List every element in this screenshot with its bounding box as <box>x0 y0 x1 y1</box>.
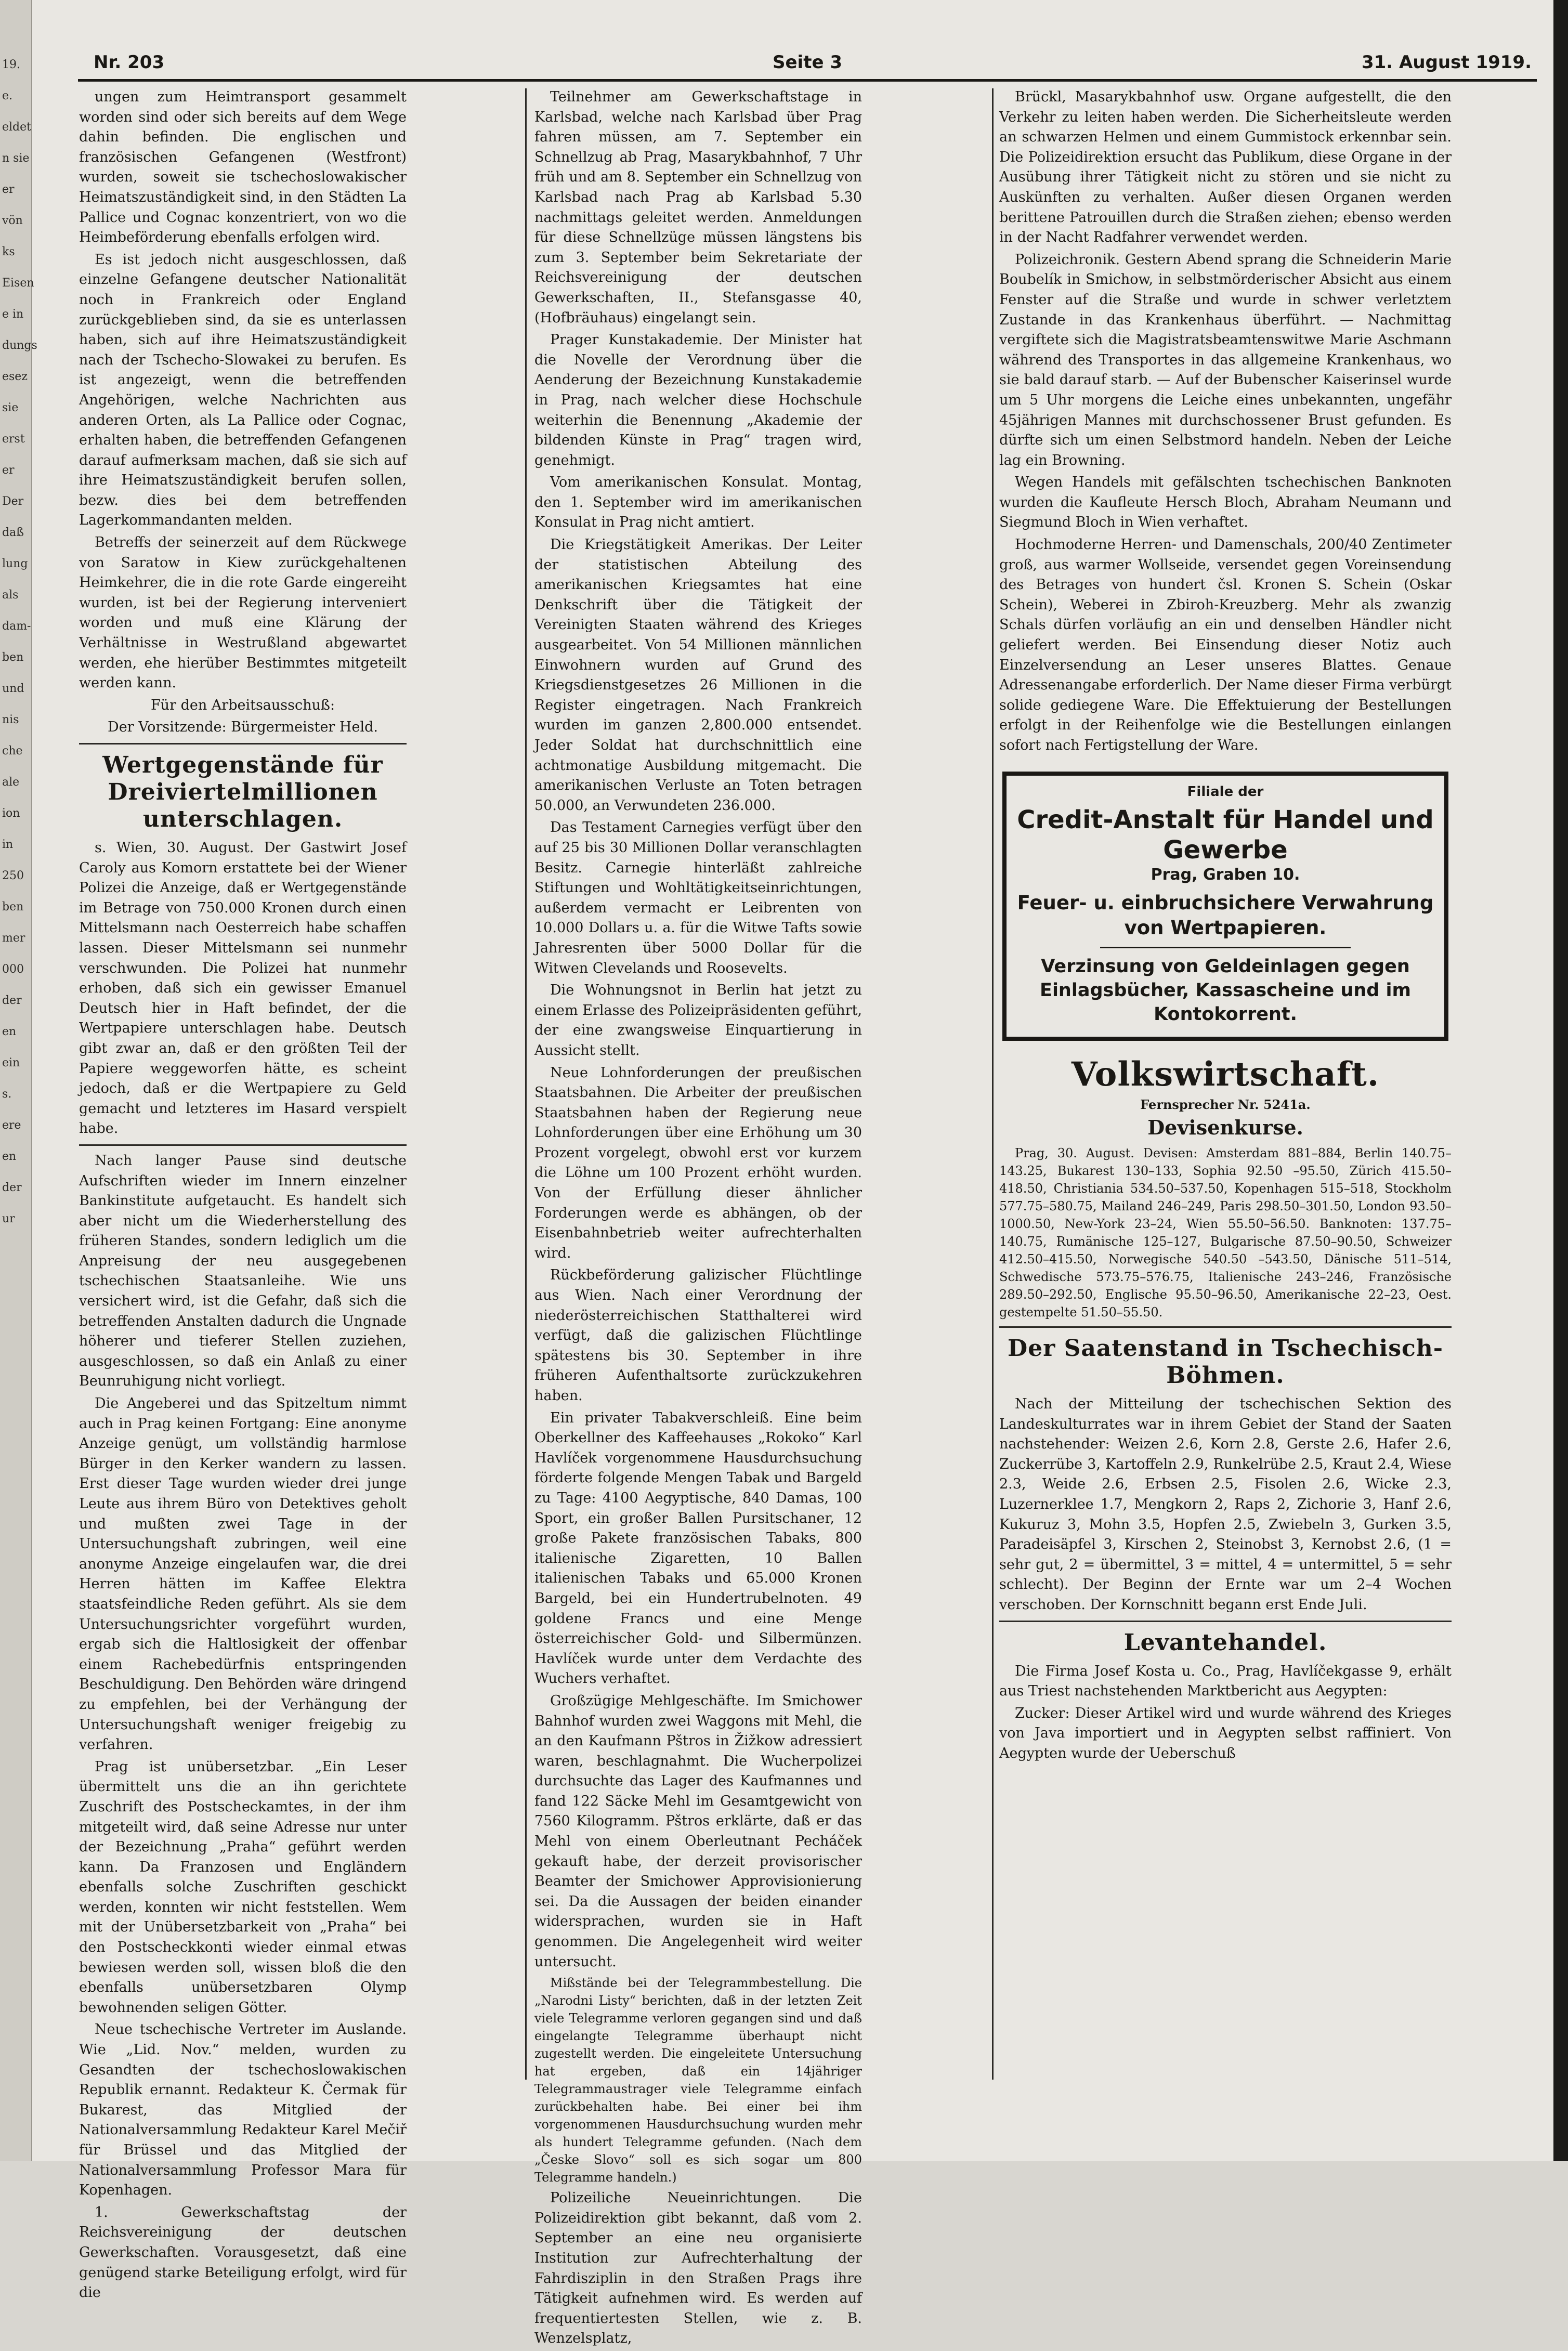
ad-filiale: Filiale der <box>1187 783 1264 800</box>
article-paragraph: Brückl, Masarykbahnhof usw. Organe aufgestellt, die den Verkehr zu leiten haben werden. Die Sicherheitsleute werden an schwarzen Helmen und einem Gummistock erkennbar sein. Die Polizeidirektion ersucht das Publikum, diese Organe in der Ausübung ihrer Tätigkeit nicht zu stören und sie nicht zu Auskünften zu verhalten. Außer diesen Organen werden berittene Patrouillen durch die Straßen ziehen; ebenso werden in der Nacht Radfahrer verwendet werden. <box>999 89 1452 246</box>
article-paragraph: Großzügige Mehlgeschäfte. Im Smichower Bahnhof wurden zwei Waggons mit Mehl, die an den Kaufmann Pštros in Žižkow adressiert waren, beschlagnahmt. Die Wucherpolizei durchsuchte das Lager des Kaufmannes und fand 122 Säcke Mehl im Gesamtgewicht von 7560 Kilogramm. Pštros erklärte, daß er das Mehl von einem Oberleutnant Pecháček gekauft habe, der derzeit provisorischer Beamter der Smichower Approvisionierung sei. Da die Aussagen der beiden einander widersprachen, wurden sie in Haft genommen. Die Angelegenheit wird weiter untersucht. <box>534 1692 862 1970</box>
exchange-rates: Prag, 30. August. Devisen: Amsterdam 881–884, Berlin 140.75–143.25, Bukarest 130–133, Sophia 92.50 –95.50, Zürich 415.50–418.50, Christiania 534.50–537.50, Kopenhagen 515–518, Stockholm 577.75–580.75, Mailand 246–249, Paris 298.50–301.50, London 93.50–1000.50, New-York 23–24, Wien 55.50–56.50. Banknoten: 137.75–140.75, Rumänische 125–127, Bulgarische 87.50–90.50, Schweizer 412.50–415.50, Norwegische 540.50 –543.50, Dänische 511–514, Schwedische 573.75–576.75, Italienische 243–246, Französische 289.50–292.50, Englische 95.50–96.50, Amerikanische 22–23, Oest. gestempelte 51.50–55.50. <box>999 1145 1452 1320</box>
article-paragraph: Neue Lohnforderungen der preußischen Staatsbahnen. Die Arbeiter der preußischen Staatsbahnen haben der Regierung neue Lohnforderungen über eine Erhöhung um 30 Prozent vorgelegt, obwohl erst vor kurzem die Löhne um 100 Prozent erhöht wurden. Von der Erfüllung dieser ähnlicher Forderungen werde es abhängen, ob der Eisenbahnbetrieb weiter aufrechterhalten wird. <box>534 1064 862 1261</box>
article-paragraph: Mißstände bei der Telegrammbestellung. Die „Narodni Listy“ berichten, daß in der letzten Zeit viele Telegramme verloren gegangen sind und daß eingelangte Telegramme überhaupt nicht zugestellt werden. Die eingeleitete Untersuchung hat ergeben, daß ein 14jähriger Telegrammaustrager viele Telegramme einfach zurückbehalten habe. Bei einer bei ihm vorgenommenen Hausdurchsuchung wurden mehr als hundert Telegramme gefunden. (Nach dem „Česke Slovo“ soll es sich sogar um 800 Telegramme handeln.) <box>534 1976 862 2185</box>
column-rule <box>525 88 527 2080</box>
section-headline: Volkswirtschaft. <box>1071 1054 1380 1094</box>
margin-fragment: e in <box>2 308 24 321</box>
margin-fragment: daß <box>2 526 24 539</box>
dark-scan-edge <box>1553 0 1568 2161</box>
article-paragraph: Teilnehmer am Gewerkschaftstage in Karlsbad, welche nach Karlsbad über Prag fahren müssen, am 7. September ein Schnellzug ab Prag, Masarykbahnhof, 7 Uhr früh und am 8. September ein Schnellzug von Karlsbad nach Prag ab Karlsbad 5.30 nachmittags geleitet werden. Anmeldungen für diese Schnellzüge müssen längstens bis zum 3. September beim Sekretariate der Reichsvereinigung der deutschen Gewerkschaften, II., Stefansgasse 40, (Hofbräuhaus) eingelangt sein. <box>534 89 862 326</box>
signature-line: Für den Arbeitsausschuß: <box>150 697 335 713</box>
column-3 <box>999 87 1452 1766</box>
margin-fragment: Der <box>2 495 24 508</box>
page-number: Seite 3 <box>772 52 843 73</box>
margin-fragment: er <box>2 183 15 196</box>
margin-fragment: esez <box>2 370 28 383</box>
margin-fragment: ben <box>2 651 24 664</box>
margin-fragment: ein <box>2 1056 20 1069</box>
ad-line: Feuer- u. einbruchsichere Verwahrung von Wertpapieren. <box>1017 891 1434 939</box>
article-paragraph: Nach langer Pause sind deutsche Aufschriften wieder im Innern einzelner Bankinstitute aufgetaucht. Es handelt sich aber nicht um die Wiederherstellung des früheren Standes, sondern lediglich um die Anpreisung der neu ausgegebenen tschechischen Staatsanleihe. Wie uns versichert wird, ist die Gefahr, daß sich die betreffenden Anstalten dadurch die Ungnade höherer und tieferer Stellen zuziehen, ausgeschlossen, so daß ein Anlaß zu einer Beunruhigung nicht vorliegt. <box>79 1152 407 1390</box>
article-paragraph: ungen zum Heimtransport gesammelt worden sind oder sich bereits auf dem Wege dahin befinden. Die englischen und französischen Gefangenen (Westfront) wurden, soweit sie tschechoslowakischer Heimatszuständigkeit sind, in den Städten La Pallice und Cognac konzentriert, von wo die Heimbeförderung ebenfalls erfolgen wird. <box>79 89 407 246</box>
page-header <box>78 50 1537 82</box>
divider <box>79 743 407 745</box>
article-paragraph: Rückbeförderung galizischer Flüchtlinge aus Wien. Nach einer Verordnung der niederösterreichischen Statthalterei wird verfügt, daß die galizischen Flüchtlinge spätestens bis 30. September in ihre früheren Aufenthaltsorte zurückzukehren haben. <box>534 1267 862 1404</box>
article-paragraph: Neue tschechische Vertreter im Auslande. Wie „Lid. Nov.“ melden, wurden zu Gesandten der tschechoslowakischen Republik ernannt. Redakteur K. Čermak für Bukarest, das Mitglied der Nationalversammlung Redakteur Karel Mečiř für Brüssel und das Mitglied der Nationalversammlung Professor Mara für Kopenhagen. <box>79 2021 407 2199</box>
margin-fragment: vön <box>2 214 23 227</box>
bank-advertisement <box>1002 772 1448 1041</box>
article-paragraph: Die Kriegstätigkeit Amerikas. Der Leiter der statistischen Abteilung des amerikanischen Kriegsamtes hat eine Denkschrift über die Tätigkeit der Vereinigten Staaten während des Krieges ausgearbeitet. Von 54 Millionen männlichen Einwohnern wurden auf Grund des Kriegsdienstgesetzes 26 Millionen in die Register eingetragen. Nach Frankreich wurden im ganzen 2,800.000 entsendet. Jeder Soldat hat durchschnittlich eine achtmonatige Ausbildung mitgemacht. Die amerikanischen Verluste an Toten betragen 50.000, an Verwundeten 236.000. <box>534 537 862 814</box>
article-paragraph: Die Wohnungsnot in Berlin hat jetzt zu einem Erlasse des Polizeipräsidenten geführt, der eine zwangsweise Einquartierung in Aussicht stellt. <box>534 982 862 1059</box>
margin-fragment: n sie <box>2 152 30 165</box>
article-paragraph: Prager Kunstakademie. Der Minister hat die Novelle der Verordnung über die Aenderung der Bezeichnung Kunstakademie in Prag, nach welcher diese Hochschule weiterhin die Benennung „Akademie der bildenden Künste in Prag“ tragen wird, genehmigt. <box>534 332 862 468</box>
margin-fragment: der <box>2 1181 22 1194</box>
margin-fragment: ale <box>2 776 20 789</box>
article-paragraph: Vom amerikanischen Konsulat. Montag, den 1. September wird im amerikanischen Konsulat in Prag nicht amtiert. <box>534 474 862 531</box>
article-paragraph: Es ist jedoch nicht ausgeschlossen, daß einzelne Gefangene deutscher Nationalität noch in Frankreich oder England zurückgeblieben sind, da sie es unterlassen haben, sich auf ihre Heimatszuständigkeit nach der Tschecho-Slowakei zu berufen. Es ist angezeigt, wenn die betreffenden Angehörigen, welche Nachrichten aus anderen Orten, als La Pallice oder Cognac, erhalten haben, die betreffenden Gefangenen darauf aufmerksam machen, daß sie sich auf ihre Heimatszuständigkeit berufen sollen, bezw. dies bei dem betreffenden Lagerkommandanten melden. <box>79 251 407 529</box>
margin-fragment: als <box>2 589 19 602</box>
ad-line: Verzinsung von Geldeinlagen gegen Einlagsbücher, Kassascheine und im Kontokorrent. <box>1040 956 1411 1025</box>
margin-fragment: dungs <box>2 339 37 352</box>
article-paragraph: Betreffs der seinerzeit auf dem Rückwege von Saratow in Kiew zurückgehaltenen Heimkehrer, die in die rote Garde eingereiht wurden, ist bei der Regierung interveniert worden und muß eine Klärung der Verhältnisse in Westrußland abgewartet werden, ehe hierüber Bestimmtes mitgeteilt werden kann. <box>79 534 407 691</box>
column-2 <box>534 87 862 2351</box>
margin-fragment: 19. <box>2 58 20 71</box>
margin-fragment: 000 <box>2 963 24 976</box>
column-rule <box>992 88 994 2080</box>
margin-fragment: dam- <box>2 620 31 633</box>
article-paragraph: Prag ist unübersetzbar. „Ein Leser übermittelt uns die an ihn gerichtete Zuschrift des Postscheckamtes, in der ihm mitgeteilt wird, daß seine Adresse nur unter der Bezeichnung „Praha“ geführt werden kann. Da Franzosen und Engländern ebenfalls solche Zuschriften geschickt werden, konnten wir nicht feststellen. Wem mit der Unübersetzbarkeit von „Praha“ bei den Postscheckkonti wieder einmal etwas bewiesen werden soll, wissen bloß die den ebenfalls unübersetzbaren Olymp bewohnenden seligen Götter. <box>79 1758 407 2016</box>
article-paragraph: Hochmoderne Herren- und Damenschals, 200/40 Zentimeter groß, aus warmer Wollseide, versendet gegen Voreinsendung des Betrages von hundert čsl. Kronen S. Schein (Oskar Schein), Weberei in Zbiroh-Kreuzberg. Mehr als zwanzig Schals dürfen vorläufig an ein und denselben Händler nicht geliefert werden. Bei Einsendung dieser Notiz auch Einzelversendung an Leser unseres Blattes. Genaue Adressenangabe erforderlich. Der Name dieser Firma verbürgt solide gediegene Ware. Die Effektuierung der Bestellungen erfolgt in der Reihenfolge wie die Bestellungen einlangen sofort nach Fertigstellung der Ware. <box>999 537 1452 753</box>
issue-number: Nr. 203 <box>94 52 165 73</box>
margin-fragment: en <box>2 1025 17 1038</box>
article-headline: Der Saatenstand in Tschechisch-Böhmen. <box>1007 1335 1444 1389</box>
margin-fragment: 250 <box>2 869 24 882</box>
article-paragraph: Wegen Handels mit gefälschten tschechischen Banknoten wurden die Kaufleute Hersch Bloch, Abraham Neumann und Siegmund Bloch in Wien verhaftet. <box>999 474 1452 531</box>
article-paragraph: Nach der Mitteilung der tschechischen Sektion des Landeskulturrates war in ihrem Gebiet der Stand der Saaten nachstehender: Weizen 2.6, Korn 2.8, Gerste 2.6, Hafer 2.6, Zuckerrübe 3, Kartoffeln 2.9, Runkelrübe 2.5, Kraut 2.4, Wiese 2.3, Weide 2.6, Erbsen 2.5, Fisolen 2.6, Wicke 2.3, Luzernerklee 1.7, Mengkorn 2, Raps 2, Zichorie 3, Hanf 2.6, Kukuruz 3, Mohn 3.5, Hopfen 2.5, Zwiebeln 3, Gurken 3.5, Paradeisäpfel 3, Kirschen 2, Steinobst 3, Kernobst 2.6, (1 = sehr gut, 2 = übermittel, 3 = mittel, 4 = untermittel, 5 = sehr schlecht). Der Beginn der Ernte war um 2–4 Wochen verschoben. Der Kornschnitt begann erst Ende Juli. <box>999 1395 1452 1613</box>
article-headline: Wertgegenstände für Dreiviertelmillionen unterschlagen. <box>102 752 383 832</box>
column-1 <box>79 87 407 2305</box>
margin-fragment: und <box>2 682 24 695</box>
article-paragraph: 1. Gewerkschaftstag der Reichsvereinigung der deutschen Gewerkschaften. Vorausgesetzt, daß eine genügend starke Beteiligung erfolgt, wird für die <box>79 2204 407 2301</box>
margin-fragment: lung <box>2 557 28 570</box>
margin-fragment: ion <box>2 807 20 820</box>
margin-fragment: mer <box>2 932 25 945</box>
margin-fragment: ur <box>2 1212 15 1225</box>
article-paragraph: Die Firma Josef Kosta u. Co., Prag, Havlíčekgasse 9, erhält aus Triest nachstehenden Marktbericht aus Aegypten: <box>999 1663 1452 1700</box>
divider <box>999 1621 1452 1622</box>
adjacent-page-margin <box>0 0 37 2161</box>
divider <box>999 1326 1452 1328</box>
margin-fragment: ks <box>2 245 15 258</box>
article-headline: Levantehandel. <box>1123 1629 1327 1656</box>
margin-fragment: der <box>2 994 22 1007</box>
ad-divider <box>1100 947 1350 948</box>
subsection-headline: Devisenkurse. <box>1147 1116 1303 1140</box>
article-paragraph: Das Testament Carnegies verfügt über den auf 25 bis 30 Millionen Dollar veranschlagten Besitz. Carnegie hinterläßt zahlreiche Stiftungen und Wohltätigkeitseinrichtungen, außerdem vermacht er Leibrenten von 10.000 Dollars u. a. für die Witwe Tafts sowie Jahresrenten über 5000 Dollar für die Witwen Clevelands und Roosevelts. <box>534 819 862 976</box>
divider <box>79 1144 407 1146</box>
margin-fragment: che <box>2 745 23 757</box>
margin-fragment: Eisen <box>2 277 34 290</box>
margin-fragment: in <box>2 838 14 851</box>
margin-fragment: erst <box>2 433 25 446</box>
margin-fragment: s. <box>2 1088 12 1101</box>
margin-fragment: ere <box>2 1119 21 1132</box>
ad-address: Prag, Graben 10. <box>1151 866 1300 884</box>
margin-fragment: er <box>2 464 15 477</box>
phone-line: Fernsprecher Nr. 5241a. <box>1140 1096 1311 1112</box>
ad-bank-name: Credit-Anstalt für Handel und Gewerbe <box>1017 805 1434 865</box>
article-paragraph: Die Angeberei und das Spitzeltum nimmt auch in Prag keinen Fortgang: Eine anonyme Anzeige genügt, um vollständig harmlose Bürger in den Kerker wandern zu lassen. Erst dieser Tage wurden wieder drei junge Leute aus ihrem Büro von Detektives geholt und mußten zwei Tage in der Untersuchungshaft zubringen, weil eine anonyme Anzeige eingelaufen war, die drei Herren hätten im Kaffee Elektra staatsfeindliche Reden geführt. Als sie dem Untersuchungsrichter vorgeführt wurden, ergab sich die Haltlosigkeit der offenbar einem Rachebedürfnis entspringenden Beschuldigung. Den Behörden wäre dringend zu empfehlen, bei der Verhängung der Untersuchungshaft weniger freigebig zu verfahren. <box>79 1395 407 1753</box>
margin-fragment: en <box>2 1150 17 1163</box>
margin-fragment: sie <box>2 401 19 414</box>
margin-fragment: e. <box>2 89 13 102</box>
margin-fragment: nis <box>2 713 19 726</box>
article-paragraph: Polizeichronik. Gestern Abend sprang die Schneiderin Marie Boubelík in Smichow, in selbstmörderischer Absicht aus einem Fenster auf die Straße und wurde in schwer verletztem Zustande in das Krankenhaus überführt. — Nachmittag vergiftete sich die Magistratsbeamtenswitwe Marie Aschmann während des Transportes in das allgemeine Krankenhaus, wo sie bald darauf starb. — Auf der Bubenscher Kaiserinsel wurde um 5 Uhr morgens die Leiche eines unbekannten, ungefähr 45jährigen Mannes mit durchschossener Brust gefunden. Es dürfte sich um einen Selbstmord handeln. Neben der Leiche lag ein Browning. <box>999 251 1452 468</box>
margin-fragment: eldet <box>2 121 31 134</box>
margin-fragment: ben <box>2 900 24 913</box>
article-paragraph: Zucker: Dieser Artikel wird und wurde während des Krieges von Java importiert und in Aegypten selbst raffiniert. Von Aegypten wurde der Ueberschuß <box>999 1705 1452 1761</box>
issue-date: 31. August 1919. <box>1361 52 1532 73</box>
article-paragraph: Ein privater Tabakverschleiß. Eine beim Oberkellner des Kaffeehauses „Rokoko“ Karl Havlíček vorgenommene Hausdurchsuchung förderte folgende Mengen Tabak und Bargeld zu Tage: 4100 Aegyptische, 840 Damas, 100 Sport, ein großer Ballen Pursitschaner, 12 große Pakete französischen Tabaks, 800 italienische Zigaretten, 10 Ballen italienischen Tabaks und 65.000 Kronen Bargeld, bei ein Hundertrubelnoten. 49 goldene Francs und eine Menge österreichischer Gold- und Silbermünzen. Havlíček wurde unter dem Verdachte des Wuchers verhaftet. <box>534 1409 862 1687</box>
article-paragraph: s. Wien, 30. August. Der Gastwirt Josef Caroly aus Komorn erstattete bei der Wiener Polizei die Anzeige, daß er Wertgegenstände im Betrage von 750.000 Kronen durch einen Mittelsmann nach Oesterreich habe schaffen lassen. Dieser Mittelsmann sei nunmehr verschwunden. Die Polizei hat nunmehr erhoben, daß sich ein gewisser Emanuel Deutsch hier in Haft befindet, der die Wertpapiere unterschlagen habe. Deutsch gibt zwar an, daß er den größten Teil der Papiere weggeworfen hätte, es scheint jedoch, daß er die Wertpapiere zu Geld gemacht und letzteres im Hasard verspielt habe. <box>79 840 407 1137</box>
article-paragraph: Polizeiliche Neueinrichtungen. Die Polizeidirektion gibt bekannt, daß vom 2. September an eine neu organisierte Institution zur Aufrechterhaltung der Fahrdisziplin in den Straßen Prags ihre Tätigkeit aufnehmen wird. Es werden auf frequentiertesten Stellen, wie z. B. Wenzelsplatz, <box>534 2190 862 2347</box>
signature-line: Der Vorsitzende: Bürgermeister Held. <box>108 719 378 736</box>
